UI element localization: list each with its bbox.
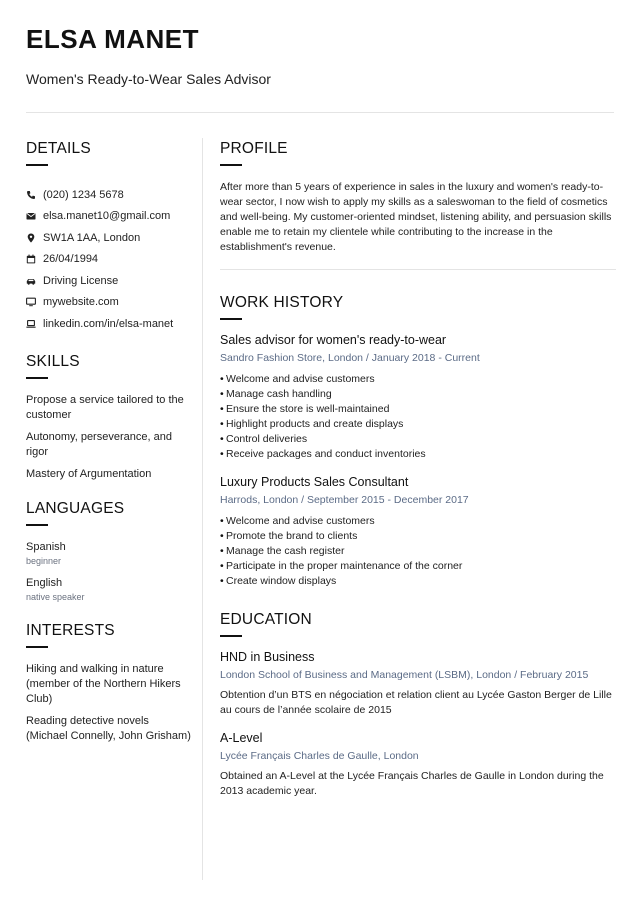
duty-item: • Manage cash handling bbox=[220, 387, 616, 402]
language-name: Spanish bbox=[26, 540, 66, 553]
degree-description: Obtained an A-Level at the Lycée Français Charles de Gaulle in London during the 2013 academic year. bbox=[220, 770, 604, 797]
job-employer-dates: Harrods, London / September 2015 - December 2017 bbox=[220, 494, 469, 506]
duty-item: • Welcome and advise customers bbox=[220, 372, 616, 387]
duty-item: • Participate in the proper maintenance of the corner bbox=[220, 559, 616, 574]
right-column bbox=[220, 140, 616, 799]
email-icon bbox=[26, 210, 36, 222]
education-entry bbox=[220, 649, 616, 718]
skill-item: Autonomy, perseverance, and rigor bbox=[26, 430, 172, 458]
detail-license-text: Driving License bbox=[43, 274, 119, 287]
detail-birthdate-text: 26/04/1994 bbox=[43, 253, 99, 266]
duty-item: • Promote the brand to clients bbox=[220, 529, 616, 544]
duty-item: • Create window displays bbox=[220, 574, 616, 589]
detail-website[interactable] bbox=[26, 292, 192, 314]
section-underline bbox=[26, 164, 48, 166]
detail-license bbox=[26, 270, 192, 292]
detail-address-text: SW1A 1AA, London bbox=[43, 231, 141, 244]
language-level: native speaker bbox=[26, 591, 85, 602]
job-duties bbox=[220, 514, 616, 589]
profile-divider bbox=[220, 269, 616, 270]
laptop-icon bbox=[26, 318, 36, 330]
section-underline bbox=[26, 377, 48, 379]
skills-list bbox=[26, 393, 192, 482]
monitor-icon bbox=[26, 296, 36, 308]
car-icon bbox=[26, 275, 36, 287]
skill-item: Propose a service tailored to the customer bbox=[26, 393, 184, 421]
detail-linkedin[interactable] bbox=[26, 313, 192, 335]
work-history-section bbox=[220, 294, 616, 589]
section-underline bbox=[220, 635, 242, 637]
interests-list bbox=[26, 662, 192, 744]
education-section bbox=[220, 611, 616, 799]
education-title: EDUCATION bbox=[220, 611, 312, 628]
profile-section bbox=[220, 140, 616, 270]
details-section bbox=[26, 140, 192, 335]
candidate-headline: Women's Ready-to-Wear Sales Advisor bbox=[26, 71, 271, 87]
duty-item: • Welcome and advise customers bbox=[220, 514, 616, 529]
languages-list bbox=[26, 540, 192, 604]
duty-item: • Control deliveries bbox=[220, 432, 616, 447]
duty-item: • Highlight products and create displays bbox=[220, 417, 616, 432]
detail-website-text[interactable]: mywebsite.com bbox=[43, 296, 119, 309]
candidate-name: ELSA MANET bbox=[26, 24, 200, 54]
interest-item: Hiking and walking in nature (member of the Northern Hikers Club) bbox=[26, 662, 181, 705]
profile-text: After more than 5 years of experience in sales in the luxury and women's ready-to-wear sector, I now wish to apply my skills as a saleswoman to the field of cosmetics and well-being. My customer-oriented mindset, listening ability, and persuasion skills enable me to retain my clientele while contributing to the increase in the establishment's revenue. bbox=[220, 181, 612, 253]
section-underline bbox=[26, 524, 48, 526]
phone-icon bbox=[26, 189, 36, 201]
detail-linkedin-text[interactable]: linkedin.com/in/elsa-manet bbox=[43, 317, 174, 330]
language-name: English bbox=[26, 576, 63, 589]
language-item bbox=[26, 576, 192, 604]
calendar-icon bbox=[26, 253, 36, 265]
detail-phone bbox=[26, 184, 192, 206]
column-divider bbox=[202, 138, 203, 880]
duty-item: • Receive packages and conduct inventories bbox=[220, 447, 616, 462]
section-underline bbox=[26, 646, 48, 648]
section-underline bbox=[220, 164, 242, 166]
duty-item: • Ensure the store is well-maintained bbox=[220, 402, 616, 417]
job-title: Sales advisor for women's ready-to-wear bbox=[220, 333, 447, 347]
details-list bbox=[26, 184, 192, 335]
job-entry bbox=[220, 332, 616, 462]
detail-email-text: elsa.manet10@gmail.com bbox=[43, 210, 171, 223]
duty-item: • Manage the cash register bbox=[220, 544, 616, 559]
school-dates: Lycée Français Charles de Gaulle, London bbox=[220, 750, 419, 762]
interests-title: INTERESTS bbox=[26, 621, 115, 639]
detail-address bbox=[26, 227, 192, 249]
details-title: DETAILS bbox=[26, 140, 91, 157]
school-dates: London School of Business and Management (LSBM), London / February 2015 bbox=[220, 669, 589, 681]
degree-description: Obtention d’un BTS en négociation et relation client au Lycée Gaston Berger de Lille au cours de l’année scolaire de 2015 bbox=[220, 689, 612, 716]
detail-phone-text: (020) 1234 5678 bbox=[43, 188, 124, 201]
profile-title: PROFILE bbox=[220, 140, 288, 157]
skill-item: Mastery of Argumentation bbox=[26, 467, 152, 480]
degree-title: HND in Business bbox=[220, 650, 315, 664]
job-title: Luxury Products Sales Consultant bbox=[220, 475, 409, 489]
language-level: beginner bbox=[26, 555, 62, 566]
location-pin-icon bbox=[26, 232, 36, 244]
degree-title: A-Level bbox=[220, 731, 263, 745]
languages-title: LANGUAGES bbox=[26, 499, 125, 517]
detail-birthdate bbox=[26, 249, 192, 271]
work-history-title: WORK HISTORY bbox=[220, 294, 344, 311]
job-duties bbox=[220, 372, 616, 462]
detail-email bbox=[26, 206, 192, 228]
education-entry bbox=[220, 730, 616, 799]
job-entry bbox=[220, 474, 616, 589]
skills-title: SKILLS bbox=[26, 352, 80, 370]
language-item bbox=[26, 540, 192, 568]
interest-item: Reading detective novels (Michael Connelly, John Grisham) bbox=[26, 714, 191, 742]
skills-section bbox=[26, 353, 192, 482]
job-employer-dates: Sandro Fashion Store, London / January 2018 - Current bbox=[220, 352, 480, 364]
languages-section bbox=[26, 500, 192, 604]
section-underline bbox=[220, 318, 242, 320]
interests-section bbox=[26, 622, 192, 744]
header-divider bbox=[26, 112, 614, 113]
left-column bbox=[26, 140, 192, 751]
